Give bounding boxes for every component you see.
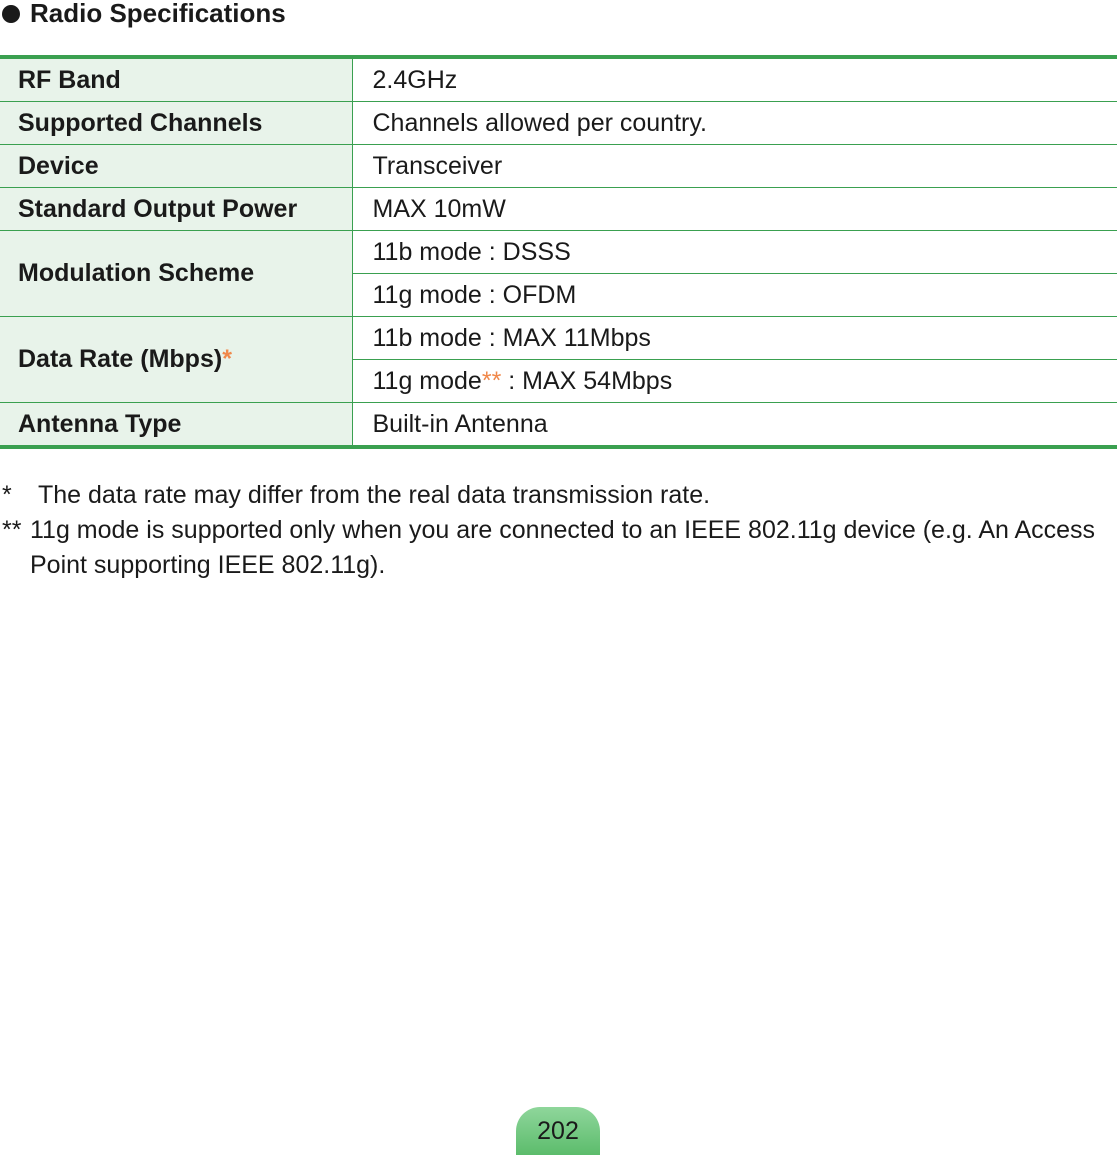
footnote-text: 11g mode is supported only when you are connected to an IEEE 802.11g device (e.g. An Access Point supporting IEEE 802.11g). (30, 516, 1096, 579)
footnote (0, 478, 1117, 513)
section-title: Radio Specifications (30, 0, 286, 28)
spec-label: Supported Channels (0, 102, 352, 145)
spec-label: Modulation Scheme (0, 231, 352, 317)
spec-label: RF Band (0, 57, 352, 102)
spec-label: Standard Output Power (0, 188, 352, 231)
table-row (0, 188, 1117, 231)
page-number-badge (516, 1107, 600, 1155)
spec-value: Built-in Antenna (352, 403, 1117, 448)
spec-label: Data Rate (Mbps) (18, 345, 223, 373)
footnote-marker: * (222, 345, 232, 373)
spec-value-suffix: : MAX 54Mbps (501, 366, 673, 395)
page-number: 202 (537, 1117, 579, 1145)
footnote-marker: * (2, 481, 12, 509)
section-heading (2, 0, 286, 28)
radio-specifications-table (0, 55, 1117, 449)
table-row (0, 57, 1117, 102)
footnote-marker: ** (481, 366, 502, 395)
table-row (0, 102, 1117, 145)
footnote-text: The data rate may differ from the real data transmission rate. (38, 481, 711, 509)
spec-label-cell (0, 317, 352, 403)
spec-value: 2.4GHz (352, 57, 1117, 102)
table-row (0, 403, 1117, 448)
table-row (0, 231, 1117, 274)
footnotes (0, 478, 1117, 583)
footnote (0, 513, 1117, 583)
spec-value: 11b mode : MAX 11Mbps (352, 317, 1117, 360)
spec-value: MAX 10mW (352, 188, 1117, 231)
spec-value: 11g mode (372, 366, 482, 395)
spec-value: Transceiver (352, 145, 1117, 188)
spec-value-cell (352, 360, 1117, 403)
filled-circle-icon (2, 5, 20, 23)
spec-value: 11b mode : DSSS (352, 231, 1117, 274)
table-row (0, 317, 1117, 360)
footnote-marker: ** (2, 516, 22, 544)
spec-value: 11g mode : OFDM (352, 274, 1117, 317)
table-row (0, 145, 1117, 188)
spec-label: Antenna Type (0, 403, 352, 448)
spec-label: Device (0, 145, 352, 188)
spec-value: Channels allowed per country. (352, 102, 1117, 145)
